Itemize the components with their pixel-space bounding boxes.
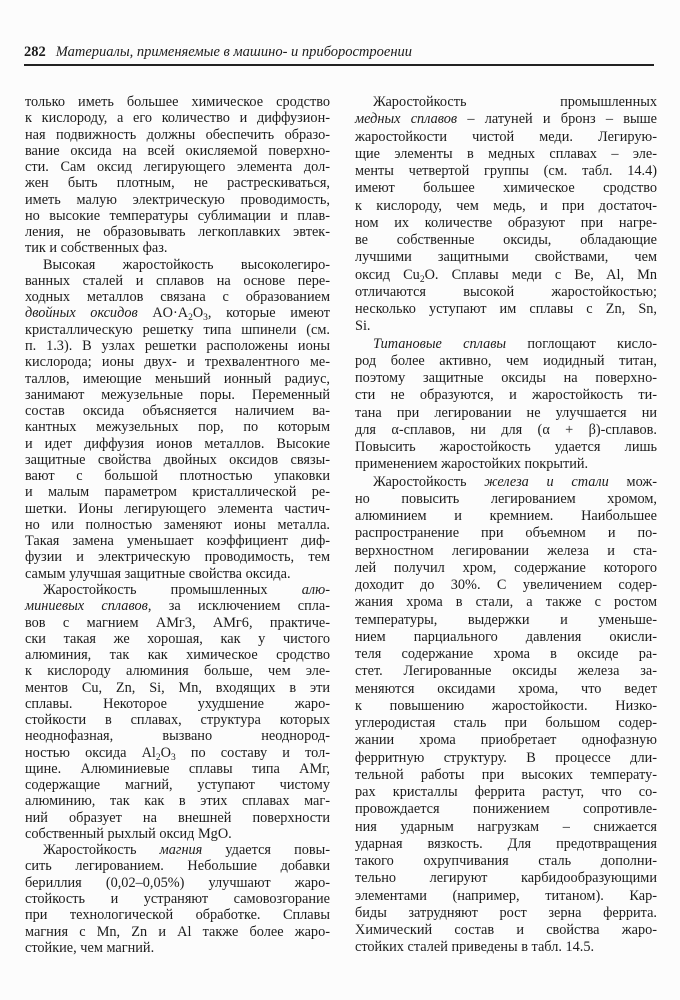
text-run: ления, не образовывать легкоплавких эвтек- bbox=[25, 224, 330, 241]
text-line bbox=[355, 180, 657, 197]
text-line bbox=[355, 163, 657, 180]
text-run: при технологической обработке. Сплавы bbox=[25, 907, 330, 924]
text-line bbox=[25, 175, 330, 191]
text-run: Жаростойкость bbox=[373, 473, 485, 490]
text-line bbox=[355, 612, 657, 629]
text-run: магния с Mn, Zn и Al также более жаро- bbox=[25, 923, 330, 940]
text-run: Такая замена уменьшает коэффициент диф- bbox=[25, 533, 330, 550]
text-run: жании хрома приобретает однофазную bbox=[355, 732, 657, 749]
text-line bbox=[355, 405, 657, 422]
text-line bbox=[25, 826, 330, 842]
text-line bbox=[355, 146, 657, 163]
text-line bbox=[355, 543, 657, 560]
text-line bbox=[25, 468, 330, 484]
text-run: иметь малую электрическую проводимость, bbox=[25, 191, 330, 208]
text-run: ванных сталей и сплавов на основе пере- bbox=[25, 272, 330, 289]
text-run: щие элементы в медных сплавах – эле- bbox=[355, 145, 657, 162]
text-line bbox=[355, 801, 657, 818]
text-run: кристаллическую решетку типа шпинели (см. bbox=[25, 321, 330, 338]
left-column bbox=[25, 94, 330, 956]
text-run: и малым параметром кристаллической ре- bbox=[25, 484, 330, 501]
paragraph bbox=[355, 474, 657, 957]
text-run: бериллия (0,02–0,05%) улучшают жаро- bbox=[25, 874, 330, 891]
text-line bbox=[355, 836, 657, 853]
text-run: Si. bbox=[355, 318, 371, 335]
text-run: углеродистая сталь при большом содер- bbox=[355, 715, 657, 731]
text-run: ния ударным нагрузкам – снижается bbox=[355, 818, 657, 835]
text-line bbox=[355, 456, 657, 473]
italic-term: железа и стали bbox=[484, 473, 609, 490]
text-line bbox=[25, 403, 330, 419]
subscript: 3 bbox=[170, 752, 176, 763]
text-line bbox=[25, 305, 331, 324]
text-run: Повысить жаростойкость удается лишь bbox=[355, 439, 657, 455]
text-run: менты четвертой группы (см. табл. 14.4) bbox=[355, 163, 657, 179]
text-run: лучшими защитными свойствами, чем bbox=[355, 249, 657, 266]
text-run: по составу и тол- bbox=[175, 744, 330, 761]
text-line bbox=[355, 353, 657, 370]
text-run: кислорода; ионы двух- и трехвалентного ме- bbox=[25, 354, 330, 371]
text-line bbox=[355, 232, 657, 249]
text-line bbox=[25, 924, 330, 940]
text-line bbox=[355, 715, 657, 732]
text-line bbox=[25, 452, 330, 468]
text-run: занимают межузельные поры. Переменный bbox=[25, 386, 330, 403]
text-line bbox=[355, 387, 657, 404]
text-run: лей получил хром, содержание которого bbox=[355, 559, 657, 576]
text-line bbox=[355, 318, 657, 335]
text-run: ностью оксида Al bbox=[25, 744, 156, 761]
paragraph bbox=[355, 94, 657, 336]
text-line bbox=[25, 192, 330, 208]
text-line bbox=[355, 560, 657, 577]
text-run: таллов, имеющие меньший ионный радиус, bbox=[25, 370, 330, 387]
text-run: удается повы- bbox=[202, 842, 330, 859]
text-run: ходных металлов связана с образованием bbox=[25, 289, 330, 306]
text-run: поглощают кисло- bbox=[506, 335, 657, 352]
page-number: 282 bbox=[24, 44, 46, 60]
text-run: , за исключением спла- bbox=[147, 598, 330, 615]
text-run: провождается понижением сопротивле- bbox=[355, 801, 657, 818]
text-line bbox=[25, 110, 330, 126]
text-line bbox=[355, 663, 657, 680]
text-line bbox=[25, 159, 330, 175]
text-line bbox=[355, 784, 657, 801]
text-run: O bbox=[192, 305, 204, 322]
text-line bbox=[25, 322, 330, 338]
text-line bbox=[25, 810, 330, 826]
text-run: меняются оксидами хрома, что ведет bbox=[355, 680, 657, 697]
text-run: ферритную структуру. В процессе дли- bbox=[355, 749, 657, 766]
text-line bbox=[25, 127, 330, 143]
subscript: 2 bbox=[188, 313, 193, 324]
text-line bbox=[25, 891, 330, 907]
text-line bbox=[355, 508, 657, 525]
text-run: ментов Cu, Zn, Si, Mn, входящих в эти bbox=[25, 679, 330, 696]
text-run: ная подвижность должны обеспечить образо- bbox=[25, 126, 330, 143]
text-line bbox=[25, 533, 330, 549]
text-run: только иметь большее химическое сродство bbox=[25, 94, 330, 110]
text-run: имеют большее химическое сродство bbox=[355, 180, 657, 197]
text-run: Жаростойкость bbox=[43, 842, 160, 859]
text-line bbox=[25, 631, 330, 647]
text-line bbox=[25, 940, 330, 956]
text-run: Химический состав и свойства жаро- bbox=[355, 922, 657, 938]
text-run: рах кристаллы феррита растут, что со- bbox=[355, 784, 657, 800]
text-line bbox=[25, 907, 330, 923]
text-run: O bbox=[160, 744, 171, 761]
text-line bbox=[25, 224, 330, 240]
text-line bbox=[25, 761, 330, 777]
italic-term: медных сплавов bbox=[355, 111, 458, 128]
text-line bbox=[25, 745, 330, 761]
text-run: щине. Алюминиевые сплавы типа АМг, bbox=[25, 760, 330, 777]
subscript: 2 bbox=[155, 752, 161, 763]
text-line bbox=[25, 501, 330, 517]
text-line bbox=[25, 615, 330, 631]
text-run: тельно легируют карбидообразующими bbox=[355, 870, 657, 887]
text-run: ном их количестве образуют при нагре- bbox=[355, 214, 657, 231]
text-line bbox=[25, 777, 330, 793]
text-line bbox=[355, 698, 657, 715]
text-line bbox=[25, 419, 330, 435]
text-line bbox=[25, 436, 330, 452]
text-run: тана при легировании не улучшается ни bbox=[355, 404, 657, 421]
text-line bbox=[25, 582, 330, 598]
text-run: алюминием и кремнием. Наибольшее bbox=[355, 508, 657, 524]
text-line bbox=[355, 646, 657, 663]
text-line bbox=[25, 387, 330, 403]
text-run: шетки. Ионы легирующего элемента частич- bbox=[25, 500, 330, 517]
text-line bbox=[25, 484, 330, 500]
text-run: но или полностью заменяют ионы металла. bbox=[25, 516, 330, 533]
text-run: Жаростойкость промышленных bbox=[373, 94, 657, 110]
text-run: сить легированием. Небольшие добавки bbox=[25, 858, 330, 875]
text-run: стойкие, чем магний. bbox=[25, 939, 155, 956]
paragraph bbox=[355, 336, 657, 474]
text-line bbox=[355, 870, 657, 887]
text-run: защитные свойства двойных оксидов связы- bbox=[25, 451, 330, 468]
text-line bbox=[355, 732, 657, 749]
text-line bbox=[355, 767, 657, 784]
text-run: к повышению жаростойкости. Низко- bbox=[355, 697, 657, 714]
text-line bbox=[355, 422, 657, 439]
text-line bbox=[355, 577, 657, 594]
italic-term: миниевых сплавов bbox=[25, 598, 148, 615]
text-line bbox=[355, 681, 657, 698]
text-line bbox=[355, 336, 657, 353]
text-line bbox=[25, 680, 330, 696]
text-run: состав оксида объясняется наличием ва- bbox=[25, 403, 330, 420]
text-line bbox=[25, 647, 330, 663]
text-run: верхностном легировании железа и ста- bbox=[355, 542, 657, 559]
text-line bbox=[25, 793, 330, 809]
text-line bbox=[355, 905, 657, 922]
text-line bbox=[25, 273, 330, 289]
text-run: для α-сплавов, ни для (α + β)-сплавов. bbox=[355, 421, 657, 438]
text-run: вов с магнием АМг3, АМг6, практиче- bbox=[25, 614, 330, 631]
text-line bbox=[25, 598, 330, 614]
text-line bbox=[25, 858, 330, 874]
text-run: температуры, выдержки и уменьше- bbox=[355, 611, 657, 628]
text-run: стойкости в сплавах, структура которых bbox=[25, 712, 330, 729]
text-run: несколько уступают им сплавы с Zn, Sn, bbox=[355, 301, 657, 317]
text-line bbox=[355, 939, 657, 956]
text-run: ве собственные оксиды, обладающие bbox=[355, 232, 657, 248]
text-run: род более активно, чем иодидный титан, bbox=[355, 352, 657, 369]
text-run: но повысить легированием хромом, bbox=[355, 490, 657, 507]
text-line bbox=[25, 663, 330, 679]
text-run: AO·A bbox=[137, 305, 189, 322]
text-run: жаростойкости чистой меди. Легирую- bbox=[355, 128, 657, 145]
text-line bbox=[25, 566, 330, 582]
subscript: 2 bbox=[419, 274, 425, 285]
text-line bbox=[355, 629, 657, 646]
text-run: , которые имеют bbox=[207, 305, 331, 322]
text-run: вают с большой плотностью упаковки bbox=[25, 468, 330, 485]
paragraph bbox=[25, 257, 330, 582]
text-run: мож- bbox=[608, 473, 658, 490]
paragraph bbox=[25, 842, 330, 956]
text-line bbox=[25, 875, 330, 891]
text-run: к кислороду, чем медь, и при достаточ- bbox=[355, 197, 657, 214]
text-run: тик и собственных фаз. bbox=[25, 240, 168, 257]
text-line bbox=[355, 474, 657, 491]
text-line bbox=[355, 922, 657, 939]
text-run: п. 1.3). В узлах решетки расположены ионы bbox=[25, 337, 330, 354]
text-run: к кислороду, а его количество и диффузион- bbox=[25, 110, 330, 127]
text-run: самым улучшая защитные свойства оксида. bbox=[25, 565, 291, 582]
paragraph bbox=[25, 582, 330, 842]
text-line bbox=[25, 842, 330, 858]
text-run: содержащие магний, уступают чистому bbox=[25, 777, 330, 794]
text-run: такого охрупчивания сталь дополни- bbox=[355, 853, 657, 869]
text-run: стет. Легированные оксиды железа за- bbox=[355, 663, 657, 680]
text-line bbox=[355, 111, 657, 128]
text-line bbox=[355, 267, 657, 284]
text-run: но высокие температуры сублимации и плав- bbox=[25, 207, 330, 224]
text-line bbox=[355, 284, 657, 301]
text-line bbox=[25, 257, 330, 273]
text-run: неоднофазная, вызвано неоднород- bbox=[25, 728, 330, 745]
running-header bbox=[24, 44, 654, 66]
text-line bbox=[355, 439, 657, 456]
running-title: Материалы, применяемые в машино- и приборостроении bbox=[55, 44, 413, 60]
text-run: жания хрома в стали, а также с ростом bbox=[355, 594, 657, 611]
text-run: фузии и электрическую проводимость, тем bbox=[25, 549, 330, 566]
text-run: O. Сплавы меди с Be, Al, Mn bbox=[424, 266, 657, 283]
text-run: алюминию, так как в этих сплавах маг- bbox=[25, 793, 330, 810]
text-run: – латуней и бронз – выше bbox=[457, 111, 657, 128]
text-line bbox=[355, 594, 657, 611]
text-line bbox=[355, 750, 657, 767]
text-line bbox=[355, 301, 657, 318]
text-line bbox=[25, 289, 330, 305]
text-run: собственный рыхлый оксид MgO. bbox=[25, 825, 232, 842]
italic-term: Титановые сплавы bbox=[373, 335, 507, 352]
text-line bbox=[355, 370, 657, 387]
text-run: стойкость и устраняют самовозгорание bbox=[25, 891, 330, 908]
text-run: элементами (например, титаном). Кар- bbox=[355, 887, 657, 904]
text-run: тельной работы при высоких температу- bbox=[355, 766, 657, 783]
text-run: ски такая же хорошая, как у чистого bbox=[25, 630, 330, 647]
text-run: вание оксида на всей окисляемой поверхно- bbox=[25, 142, 330, 159]
text-line bbox=[355, 525, 657, 542]
text-run: теля содержание хрома в оксиде ра- bbox=[355, 646, 657, 662]
text-line bbox=[355, 198, 657, 215]
text-run: ний образует на внешней поверхности bbox=[25, 809, 330, 826]
text-line bbox=[25, 94, 330, 110]
text-line bbox=[355, 94, 657, 111]
text-run: ударная вязкость. Для предотвращения bbox=[355, 835, 657, 852]
text-run: и идет диффузия ионов металлов. Высокие bbox=[25, 435, 330, 452]
text-line bbox=[25, 728, 330, 744]
text-run: стойких сталей приведены в табл. 14.5. bbox=[355, 939, 595, 956]
text-run: сти. Сам оксид легирующего элемента дол- bbox=[25, 159, 330, 176]
text-line bbox=[25, 712, 330, 728]
text-run: жен быть плотным, не растрескиваться, bbox=[25, 175, 330, 192]
text-run: к кислороду алюминия больше, чем эле- bbox=[25, 663, 330, 680]
text-line bbox=[25, 354, 330, 370]
text-line bbox=[355, 819, 657, 836]
subscript: 3 bbox=[203, 313, 208, 324]
text-line bbox=[355, 491, 657, 508]
text-line bbox=[25, 549, 330, 565]
text-run: применением жаростойких покрытий. bbox=[355, 456, 589, 473]
text-line bbox=[25, 338, 330, 354]
text-line bbox=[25, 696, 330, 712]
text-line bbox=[355, 215, 657, 232]
text-run: сти не образуются, и жаростойкость ти- bbox=[355, 387, 657, 404]
text-run: отличаются высокой жаростойкостью; bbox=[355, 283, 657, 300]
text-run: нием парциального давления окисли- bbox=[355, 628, 657, 645]
text-line bbox=[25, 208, 330, 224]
text-line bbox=[355, 249, 657, 266]
text-line bbox=[355, 129, 657, 146]
text-run: Высокая жаростойкость высоколегиро- bbox=[43, 256, 330, 273]
text-run: поэтому защитные оксиды на поверхно- bbox=[355, 370, 657, 386]
text-line bbox=[25, 240, 330, 256]
italic-term: алю- bbox=[301, 581, 330, 598]
paragraph bbox=[25, 94, 330, 257]
right-column bbox=[355, 94, 657, 957]
text-line bbox=[25, 143, 330, 159]
text-line bbox=[355, 888, 657, 905]
text-line bbox=[25, 371, 330, 387]
text-run: сплавы. Некоторое ухудшение жаро- bbox=[25, 695, 330, 712]
text-line bbox=[25, 517, 330, 533]
text-run: Жаростойкость промышленных bbox=[43, 581, 302, 598]
text-line bbox=[355, 853, 657, 870]
italic-term: двойных оксидов bbox=[25, 305, 138, 322]
text-run: кантных межузельных пор, по которым bbox=[25, 419, 330, 436]
italic-term: магния bbox=[159, 842, 203, 859]
text-run: доходит до 30%. С увеличением содер- bbox=[355, 577, 657, 593]
text-run: оксид Cu bbox=[355, 266, 420, 283]
text-run: распространение при объемном и по- bbox=[355, 525, 657, 542]
text-run: алюминия, так как химическое сродство bbox=[25, 647, 330, 664]
text-run: биды затрудняют рост зерна феррита. bbox=[355, 904, 657, 921]
